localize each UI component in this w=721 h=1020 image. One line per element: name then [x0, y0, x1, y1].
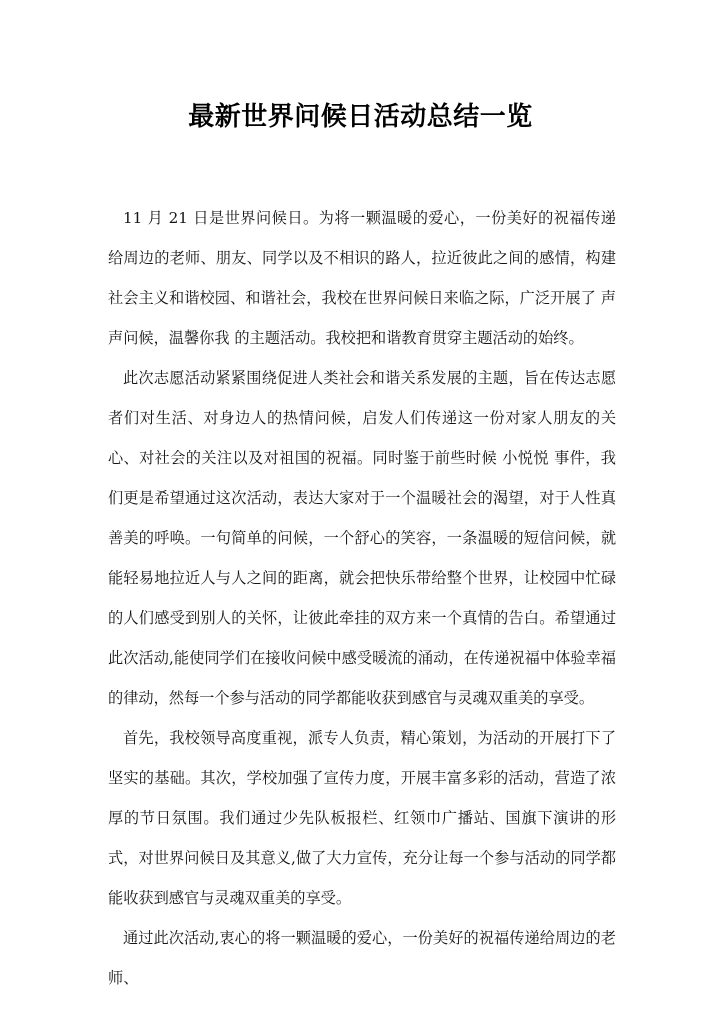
document-body	[108, 198, 616, 998]
paragraph-2: 此次志愿活动紧紧围绕促进人类社会和谐关系发展的主题，旨在传达志愿者们对生活、对身边人的热情问候，启发人们传递这一份对家人朋友的关心、对社会的关注以及对祖国的祝福。同时鉴于前些时候 小悦悦 事件，我们更是希望通过这次活动，表达大家对于一个温暖社会的渴望，对于人性真善美的呼唤。一句简单的问候，一个舒心的笑容，一条温暖的短信问候，就能轻易地拉近人与人之间的距离，就会把快乐带给整个世界，让校园中忙碌的人们感受到别人的关怀，让彼此牵挂的双方来一个真情的告白。希望通过此次活动,能使同学们在接收问候中感受暖流的涌动，在传递祝福中体验幸福的律动，然每一个参与活动的同学都能收获到感官与灵魂双重美的享受。	[108, 369, 616, 707]
paragraph-1: 11 月 21 日是世界问候日。为将一颗温暖的爱心，一份美好的祝福传递给周边的老师、朋友、同学以及不相识的路人，拉近彼此之间的感情，构建社会主义和谐校园、和谐社会，我校在世界问候日来临之际，广泛开展了 声声问候，温馨你我 的主题活动。我校把和谐教育贯穿主题活动的始终。	[108, 209, 616, 347]
paragraph-3: 首先，我校领导高度重视，派专人负责，精心策划，为活动的开展打下了坚实的基础。其次，学校加强了宣传力度，开展丰富多彩的活动，营造了浓厚的节日氛围。我们通过少先队板报栏、红领巾广播站、国旗下演讲的形式，对世界问候日及其意义,做了大力宣传，充分让每一个参与活动的同学都能收获到感官与灵魂双重美的享受。	[108, 729, 616, 907]
page-title: 最新世界问候日活动总结一览	[188, 102, 533, 133]
paragraph-4: 通过此次活动,衷心的将一颗温暖的爱心，一份美好的祝福传递给周边的老师、	[108, 929, 616, 987]
